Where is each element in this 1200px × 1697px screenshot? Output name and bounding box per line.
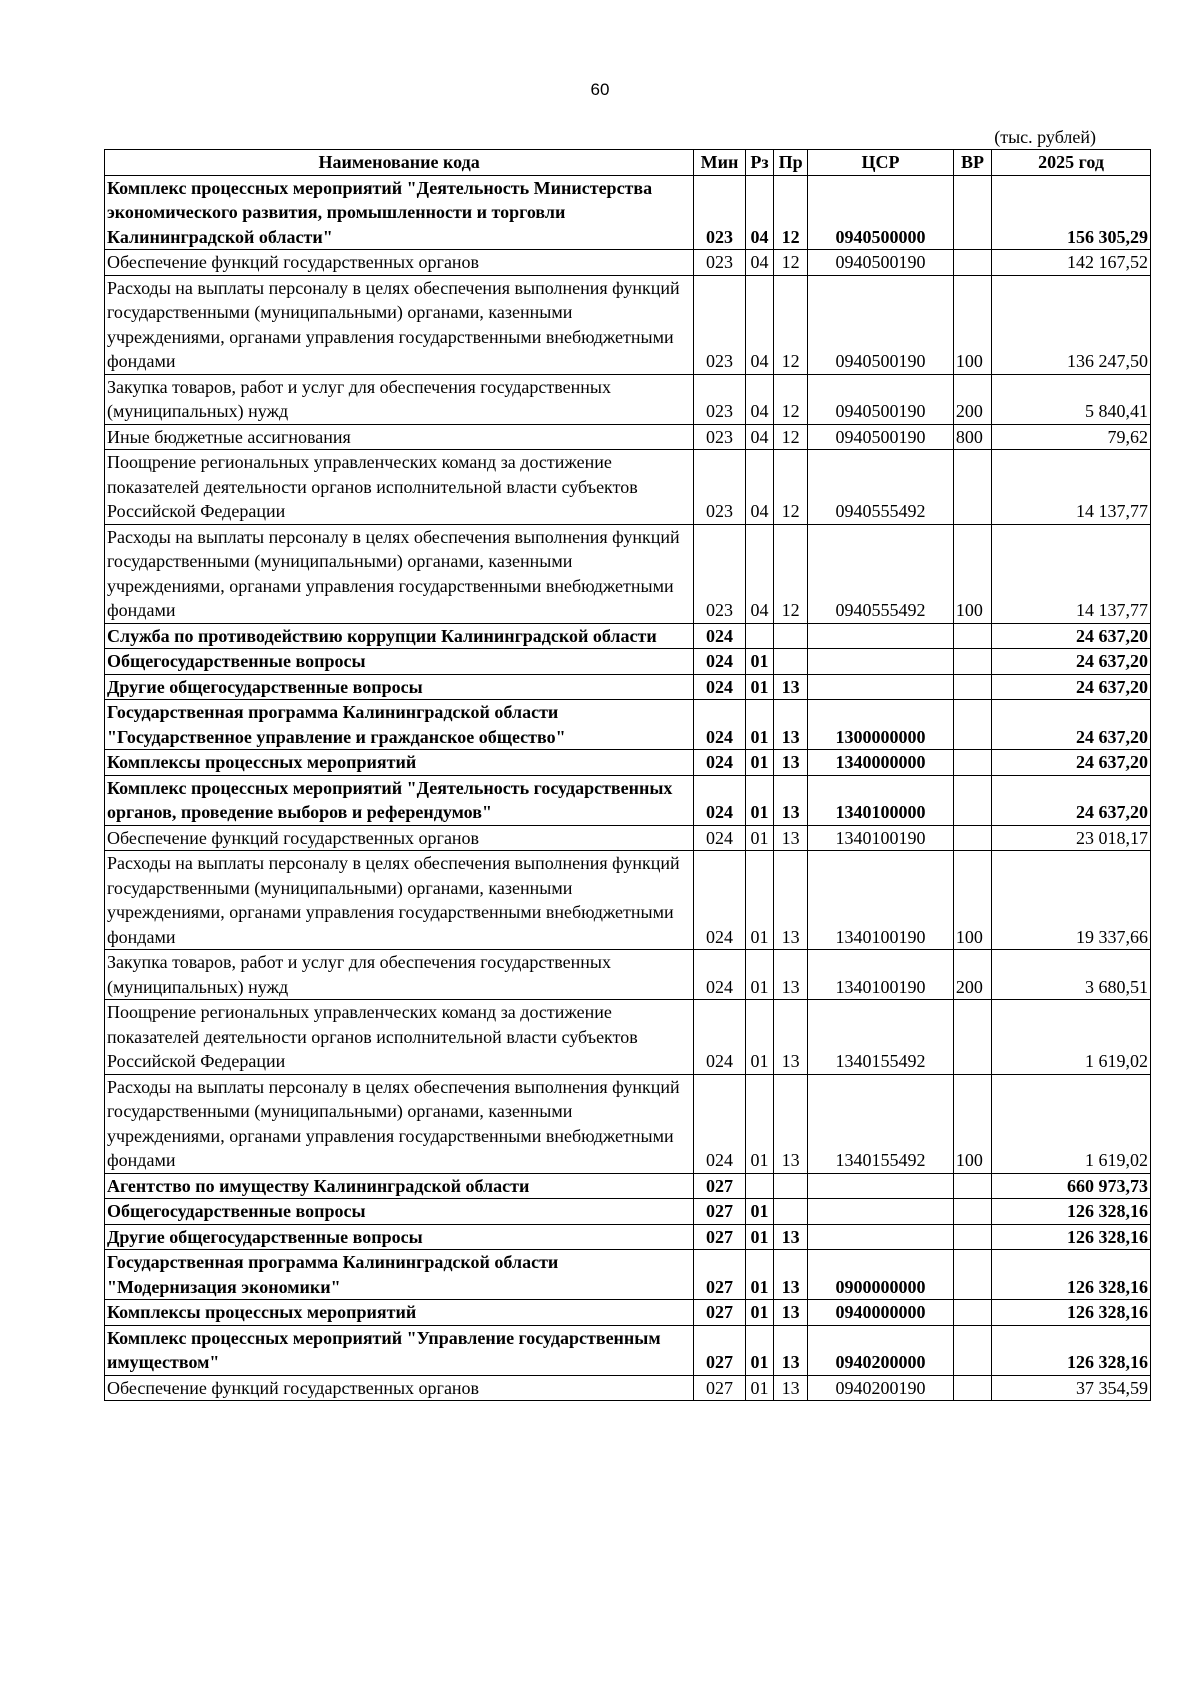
row-vr: [953, 250, 991, 276]
row-vr: [953, 1199, 991, 1225]
row-vr: [953, 1000, 991, 1075]
row-amount: 24 637,20: [992, 750, 1151, 776]
row-vr: [953, 674, 991, 700]
row-min: 023: [694, 175, 745, 250]
row-csr: 0940500000: [808, 175, 954, 250]
row-pr: 13: [774, 775, 808, 825]
row-rz: 01: [745, 1325, 773, 1375]
row-name: Поощрение региональных управленческих команд за достижение показателей деятельности органов исполнительной власти субъектов Российской Федерации: [105, 450, 694, 525]
row-name: Комплекс процессных мероприятий "Деятельность государственных органов, проведение выборов и референдумов": [105, 775, 694, 825]
row-csr: 0940500190: [808, 424, 954, 450]
row-name: Государственная программа Калининградской области "Государственное управление и гражданское общество": [105, 700, 694, 750]
row-name: Комплекс процессных мероприятий "Управление государственным имуществом": [105, 1325, 694, 1375]
table-row: [105, 1300, 1151, 1326]
row-rz: 04: [745, 424, 773, 450]
row-pr: 13: [774, 825, 808, 851]
row-csr: 1340100190: [808, 950, 954, 1000]
table-row: [105, 623, 1151, 649]
row-csr: [808, 1199, 954, 1225]
header-rz: Рз: [745, 150, 773, 176]
row-pr: 13: [774, 1250, 808, 1300]
row-rz: 04: [745, 374, 773, 424]
row-min: 023: [694, 250, 745, 276]
row-name: Другие общегосударственные вопросы: [105, 1224, 694, 1250]
row-vr: [953, 775, 991, 825]
row-vr: [953, 1224, 991, 1250]
row-name: Закупка товаров, работ и услуг для обеспечения государственных (муниципальных) нужд: [105, 374, 694, 424]
row-min: 027: [694, 1224, 745, 1250]
row-rz: 04: [745, 450, 773, 525]
row-csr: [808, 649, 954, 675]
row-vr: [953, 750, 991, 776]
row-min: 024: [694, 700, 745, 750]
row-min: 027: [694, 1199, 745, 1225]
row-amount: 136 247,50: [992, 275, 1151, 374]
row-vr: [953, 825, 991, 851]
row-amount: 79,62: [992, 424, 1151, 450]
row-pr: 12: [774, 175, 808, 250]
row-pr: 13: [774, 1224, 808, 1250]
row-vr: [953, 649, 991, 675]
row-vr: [953, 1300, 991, 1326]
row-amount: 23 018,17: [992, 825, 1151, 851]
row-csr: 1340155492: [808, 1074, 954, 1173]
row-name: Расходы на выплаты персоналу в целях обеспечения выполнения функций государственными (муниципальными) органами, казенными учреждениями, органами управления государственными внебюджетными фондами: [105, 1074, 694, 1173]
row-amount: 24 637,20: [992, 649, 1151, 675]
row-amount: 24 637,20: [992, 623, 1151, 649]
row-rz: [745, 1173, 773, 1199]
row-csr: 0940000000: [808, 1300, 954, 1326]
row-pr: 13: [774, 700, 808, 750]
row-min: 024: [694, 623, 745, 649]
row-rz: 01: [745, 851, 773, 950]
row-rz: 01: [745, 674, 773, 700]
row-min: 024: [694, 775, 745, 825]
header-name: Наименование кода: [105, 150, 694, 176]
table-body: [105, 175, 1151, 1401]
row-amount: 1 619,02: [992, 1000, 1151, 1075]
table-row: [105, 1250, 1151, 1300]
row-name: Комплексы процессных мероприятий: [105, 1300, 694, 1326]
table-row: [105, 1000, 1151, 1075]
header-pr: Пр: [774, 150, 808, 176]
row-amount: 126 328,16: [992, 1199, 1151, 1225]
row-name: Комплекс процессных мероприятий "Деятельность Министерства экономического развития, промышленности и торговли Калининградской области": [105, 175, 694, 250]
row-min: 027: [694, 1325, 745, 1375]
row-pr: 12: [774, 524, 808, 623]
row-min: 023: [694, 450, 745, 525]
table-row: [105, 950, 1151, 1000]
table-row: [105, 175, 1151, 250]
row-rz: 04: [745, 250, 773, 276]
row-amount: 24 637,20: [992, 775, 1151, 825]
row-pr: 13: [774, 1074, 808, 1173]
row-amount: 126 328,16: [992, 1250, 1151, 1300]
row-rz: 04: [745, 275, 773, 374]
table-header-row: [105, 150, 1151, 176]
row-vr: [953, 175, 991, 250]
table-row: [105, 1375, 1151, 1401]
row-csr: 1300000000: [808, 700, 954, 750]
table-row: [105, 424, 1151, 450]
budget-table: [104, 149, 1151, 1401]
row-csr: [808, 1224, 954, 1250]
row-pr: 12: [774, 450, 808, 525]
row-amount: 126 328,16: [992, 1300, 1151, 1326]
row-rz: 01: [745, 1375, 773, 1401]
row-pr: 13: [774, 1000, 808, 1075]
row-rz: 01: [745, 775, 773, 825]
row-vr: [953, 1325, 991, 1375]
row-amount: 37 354,59: [992, 1375, 1151, 1401]
row-min: 023: [694, 374, 745, 424]
row-name: Расходы на выплаты персоналу в целях обеспечения выполнения функций государственными (муниципальными) органами, казенными учреждениями, органами управления государственными внебюджетными фондами: [105, 851, 694, 950]
row-vr: [953, 450, 991, 525]
row-csr: 0940555492: [808, 450, 954, 525]
row-min: 027: [694, 1173, 745, 1199]
row-rz: 01: [745, 1224, 773, 1250]
row-pr: [774, 623, 808, 649]
row-min: 024: [694, 851, 745, 950]
table-row: [105, 374, 1151, 424]
table-row: [105, 649, 1151, 675]
row-name: Расходы на выплаты персоналу в целях обеспечения выполнения функций государственными (муниципальными) органами, казенными учреждениями, органами управления государственными внебюджетными фондами: [105, 524, 694, 623]
header-vr: ВР: [953, 150, 991, 176]
row-amount: 14 137,77: [992, 524, 1151, 623]
row-amount: 3 680,51: [992, 950, 1151, 1000]
row-rz: 01: [745, 750, 773, 776]
row-min: 024: [694, 950, 745, 1000]
row-amount: 1 619,02: [992, 1074, 1151, 1173]
table-row: [105, 275, 1151, 374]
row-pr: 12: [774, 250, 808, 276]
row-pr: [774, 1199, 808, 1225]
row-vr: [953, 1375, 991, 1401]
row-min: 024: [694, 750, 745, 776]
row-vr: [953, 1250, 991, 1300]
row-rz: 01: [745, 1300, 773, 1326]
table-row: [105, 1074, 1151, 1173]
row-csr: 1340100000: [808, 775, 954, 825]
row-pr: [774, 649, 808, 675]
row-pr: 13: [774, 674, 808, 700]
row-vr: 800: [953, 424, 991, 450]
row-pr: 13: [774, 1375, 808, 1401]
row-csr: 0940555492: [808, 524, 954, 623]
row-name: Служба по противодействию коррупции Калининградской области: [105, 623, 694, 649]
header-min: Мин: [694, 150, 745, 176]
row-vr: 100: [953, 851, 991, 950]
page-number: 60: [590, 80, 610, 99]
row-rz: [745, 623, 773, 649]
row-csr: 0940500190: [808, 275, 954, 374]
row-pr: [774, 1173, 808, 1199]
row-amount: 126 328,16: [992, 1325, 1151, 1375]
row-min: 024: [694, 1074, 745, 1173]
row-rz: 01: [745, 1199, 773, 1225]
row-csr: [808, 1173, 954, 1199]
row-pr: 13: [774, 950, 808, 1000]
row-name: Общегосударственные вопросы: [105, 649, 694, 675]
row-pr: 13: [774, 1300, 808, 1326]
row-name: Поощрение региональных управленческих команд за достижение показателей деятельности органов исполнительной власти субъектов Российской Федерации: [105, 1000, 694, 1075]
row-vr: 200: [953, 374, 991, 424]
row-name: Обеспечение функций государственных органов: [105, 1375, 694, 1401]
row-csr: 1340000000: [808, 750, 954, 776]
units-label: (тыс. рублей): [994, 127, 1096, 147]
row-name: Обеспечение функций государственных органов: [105, 250, 694, 276]
table-row: [105, 1173, 1151, 1199]
row-min: 027: [694, 1375, 745, 1401]
row-csr: 0900000000: [808, 1250, 954, 1300]
row-min: 024: [694, 674, 745, 700]
row-name: Расходы на выплаты персоналу в целях обеспечения выполнения функций государственными (муниципальными) органами, казенными учреждениями, органами управления государственными внебюджетными фондами: [105, 275, 694, 374]
table-row: [105, 450, 1151, 525]
row-amount: 156 305,29: [992, 175, 1151, 250]
row-min: 024: [694, 1000, 745, 1075]
row-name: Агентство по имуществу Калининградской области: [105, 1173, 694, 1199]
row-name: Комплексы процессных мероприятий: [105, 750, 694, 776]
row-vr: 100: [953, 1074, 991, 1173]
row-rz: 01: [745, 649, 773, 675]
row-csr: 1340100190: [808, 825, 954, 851]
row-name: Иные бюджетные ассигнования: [105, 424, 694, 450]
row-pr: 12: [774, 275, 808, 374]
table-row: [105, 1325, 1151, 1375]
row-pr: 13: [774, 1325, 808, 1375]
row-min: 027: [694, 1250, 745, 1300]
row-name: Государственная программа Калининградской области "Модернизация экономики": [105, 1250, 694, 1300]
row-rz: 01: [745, 825, 773, 851]
row-name: Обеспечение функций государственных органов: [105, 825, 694, 851]
row-pr: 12: [774, 424, 808, 450]
table-row: [105, 1224, 1151, 1250]
row-min: 023: [694, 424, 745, 450]
row-pr: 13: [774, 851, 808, 950]
row-rz: 01: [745, 950, 773, 1000]
row-rz: 01: [745, 1250, 773, 1300]
row-min: 023: [694, 524, 745, 623]
row-vr: 100: [953, 524, 991, 623]
row-name: Общегосударственные вопросы: [105, 1199, 694, 1225]
row-amount: 24 637,20: [992, 700, 1151, 750]
row-min: 027: [694, 1300, 745, 1326]
row-vr: [953, 623, 991, 649]
row-csr: [808, 623, 954, 649]
row-csr: [808, 674, 954, 700]
row-rz: 01: [745, 1074, 773, 1173]
row-rz: 01: [745, 1000, 773, 1075]
table-row: [105, 851, 1151, 950]
table-row: [105, 700, 1151, 750]
row-amount: 19 337,66: [992, 851, 1151, 950]
row-min: 024: [694, 649, 745, 675]
row-csr: 0940500190: [808, 250, 954, 276]
table-row: [105, 775, 1151, 825]
row-amount: 24 637,20: [992, 674, 1151, 700]
row-amount: 660 973,73: [992, 1173, 1151, 1199]
row-vr: 200: [953, 950, 991, 1000]
row-rz: 04: [745, 175, 773, 250]
table-row: [105, 524, 1151, 623]
row-vr: [953, 1173, 991, 1199]
row-vr: [953, 700, 991, 750]
row-csr: 1340100190: [808, 851, 954, 950]
table-row: [105, 1199, 1151, 1225]
row-csr: 0940200000: [808, 1325, 954, 1375]
table-row: [105, 674, 1151, 700]
row-name: Другие общегосударственные вопросы: [105, 674, 694, 700]
row-min: 023: [694, 275, 745, 374]
row-vr: 100: [953, 275, 991, 374]
row-pr: 12: [774, 374, 808, 424]
row-min: 024: [694, 825, 745, 851]
row-csr: 0940500190: [808, 374, 954, 424]
row-amount: 14 137,77: [992, 450, 1151, 525]
table-row: [105, 250, 1151, 276]
row-csr: 0940200190: [808, 1375, 954, 1401]
header-csr: ЦСР: [808, 150, 954, 176]
row-amount: 142 167,52: [992, 250, 1151, 276]
row-amount: 5 840,41: [992, 374, 1151, 424]
table-row: [105, 825, 1151, 851]
table-row: [105, 750, 1151, 776]
row-name: Закупка товаров, работ и услуг для обеспечения государственных (муниципальных) нужд: [105, 950, 694, 1000]
row-rz: 01: [745, 700, 773, 750]
header-amount: 2025 год: [992, 150, 1151, 176]
row-csr: 1340155492: [808, 1000, 954, 1075]
row-pr: 13: [774, 750, 808, 776]
row-amount: 126 328,16: [992, 1224, 1151, 1250]
row-rz: 04: [745, 524, 773, 623]
